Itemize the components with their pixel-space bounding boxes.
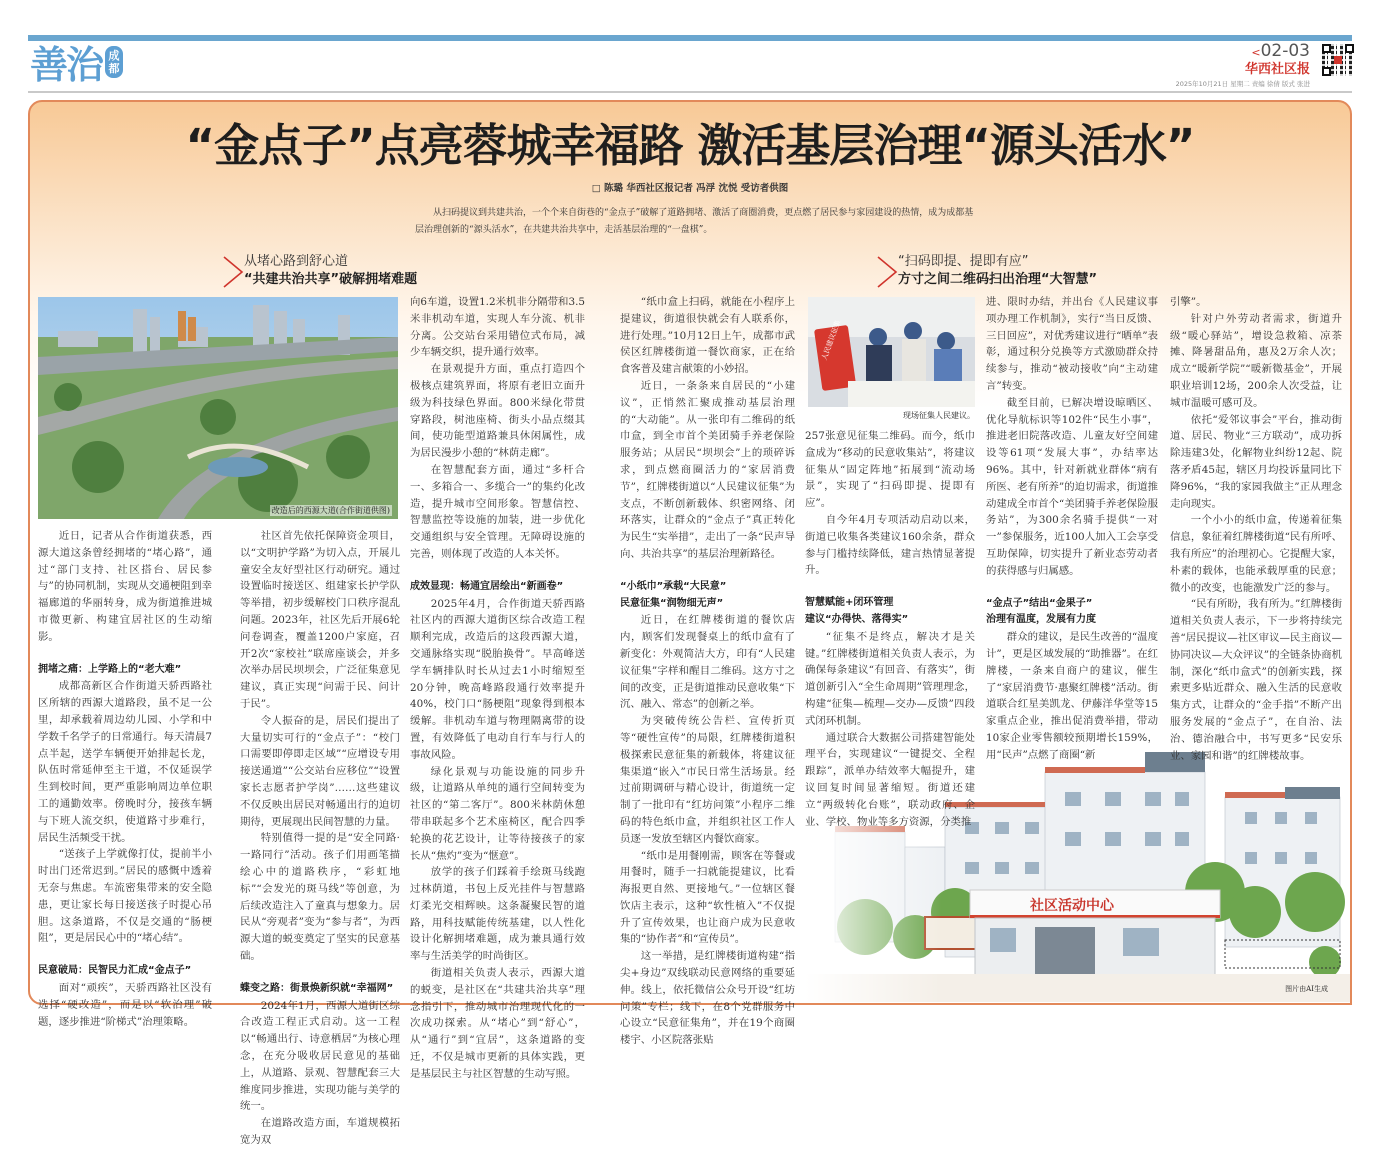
headline: “金点子”点亮蓉城幸福路 激活基层治理“源头活水” <box>185 119 1195 172</box>
subheading-line: 建议“办得快、落得实” <box>805 613 909 625</box>
subheading <box>805 595 975 629</box>
paragraph: 引擎”。 <box>1170 296 1207 308</box>
subheading <box>38 662 212 679</box>
subheading-line: “金点子”结出“金果子” <box>986 597 1093 609</box>
byline: □ 陈璐 华西社区报记者 冯浮 沈悦 受访者供图 <box>591 183 789 194</box>
paragraph: 群众的建议，是民生改善的“温度计”，更是区域发展的“助推器”。在红牌楼，一条来自商户的建议，催生了“家居消费节·惠聚红牌楼”活动。街道联合红星美凯龙、伊藤洋华堂等15家重点企业，推出促消费举措，带动10家企业零售额较预期增长159%，用“民声”点燃了商圈“新 <box>986 631 1158 761</box>
article-column-6 <box>986 294 1158 764</box>
subheading-line: 蝶变之路：街景焕新织就“幸福网” <box>240 982 394 994</box>
subheading-line: 民意征集“润物细无声” <box>620 597 724 609</box>
section-kicker: 从堵心路到舒心道 <box>244 254 349 269</box>
subheading-line: 成效显现：畅通宜居绘出“新画卷” <box>410 580 564 592</box>
paragraph: “征集不是终点，解决才是关键。”红牌楼街道相关负责人表示，为确保每条建议“有回音、有落实”，街道创新引入“全生命周期”管理理念，构建“征集—梳理—交办—反馈”四段式闭环机制。 <box>805 630 975 727</box>
section-title: “共建共治共享”破解拥堵难题 <box>244 272 418 287</box>
paragraph: 在智慧配套方面，通过“多杆合一、多箱合一、多缆合一”的集约化改造，提升城市空间形象。智慧信控、智慧监控等设施的加装，进一步优化交通组织与安全管理。无障碍设施的完善，则体现了改造的人本关怀。 <box>410 463 585 560</box>
paragraph: 这一举措，是红牌楼街道构建“指尖+身边”双线联动民意网络的重要延伸。线上，依托微信公众号开设“红坊问策”专栏；线下，在8个党群服务中心设立“民意征集角”，并在19个商圈楼宇、小区院落张贴 <box>620 950 795 1047</box>
paragraph: 近日，一条条来自居民的“小建议”，正悄然汇聚成推动基层治理的“大动能”。从一张印有二维码的纸巾盒，到全市首个美团骑手养老保险服务站；从居民“坝坝会”上的琐碎诉求，到点燃商圈活力的“家居消费节”，红牌楼街道以“人民建议征集”为支点，不断创新载体、织密网络、闭环落实，让群众的“金点子”真正转化为民生“实举措”，走出了一条“民声导向、共治共享”的基层治理新路径。 <box>620 379 795 560</box>
paragraph: 面对“顽疾”，天骄西路社区没有选择“硬改造”，而是以“软治理”破题，逐步推进“阶梯式”治理策略。 <box>38 981 212 1028</box>
chevron-right-icon <box>222 255 246 289</box>
road-aerial-photo <box>38 297 398 519</box>
paragraph: 近日，在红牌楼街道的餐饮店内，顾客们发现餐桌上的纸巾盒有了新变化：外观简洁大方，印有“人民建议征集”字样和醒目二维码。这方寸之间的改变，正是街道推动民意收集“下沉、融入、常态”的创新之举。 <box>620 614 795 711</box>
subheading-line: 治理有温度，发展有力度 <box>986 614 1096 626</box>
section-header-left <box>244 253 417 289</box>
paragraph: “纸巾是用餐刚需，顾客在等餐或用餐时，随手一扫就能提建议，比看海报更自然、更接地气。”一位辖区餐饮店主表示，这种“软性植入”不仅提升了宣传效果，也让商户成为民意收集的“协作者”和“宣传员”。 <box>620 849 795 946</box>
lead-paragraph: 从扫码提议到共建共治，一个个来自街巷的“金点子”破解了道路拥堵、激活了商圈消费，更点燃了居民参与家园建设的热情，成为成都基层治理创新的“源头活水”，在共建共治共享中，走活基层治理的“一盘棋”。 <box>415 208 974 235</box>
paragraph: 特别值得一提的是“安全同路·一路同行”活动。孩子们用画笔描绘心中的道路秩序，“彩虹地标”“会发光的斑马线”等创意，为后续改造注入了童真与想象力。居民从“旁观者”变为“参与者”，为西源大道的蜕变奠定了坚实的民意基础。 <box>240 832 400 962</box>
paragraph: “送孩子上学就像打仗，提前半小时出门还常迟到。”居民的感慨中透着无奈与焦虑。车流密集带来的安全隐患，更让家长每日接送孩子时提心吊胆。这条道路，不仅是交通的“肠梗阻”，更是居民心中的“堵心结”。 <box>38 848 212 945</box>
paragraph: “纸巾盒上扫码，就能在小程序上提建议，街道很快就会有人联系你，进行处理。”10月12日上午，成都市武侯区红牌楼街道一餐饮商家，正在给食客普及建言献策的小妙招。 <box>620 296 795 376</box>
paragraph: 令人振奋的是，居民们提出了大量切实可行的“金点子”：“校门口需要即停即走区域”“应增设专用接送通道”“公交站台应移位”“设置家长志愿者护学岗”……这些建议不仅反映出居民对畅通出行的迫切期待，更展现出民间智慧的力量。 <box>240 714 400 828</box>
page-number-text: 02-03 <box>1260 41 1310 61</box>
community-center-sign: 社区活动中心 <box>1030 898 1114 914</box>
qr-code-icon <box>1322 44 1354 76</box>
section-header-right <box>898 253 1097 289</box>
collect-sign-text: 人民建议征集 <box>820 319 843 362</box>
article-column-2 <box>240 528 400 1149</box>
masthead-divider <box>28 91 1352 93</box>
dateline: 2025年10月21日 星期二 责编 徐倩 版式 张进 <box>1175 80 1310 88</box>
paragraph: 街道相关负责人表示，西源大道的蜕变，是社区在“共建共治共享”理念指引下，推动城市治理现代化的一次成功探索。从“堵心”到“舒心”，从“通行”到“宜居”，这条道路的变迁，不仅是城市更新的具体实践，更是基层民主与社区智慧的生动写照。 <box>410 967 585 1080</box>
section-kicker: “扫码即提、提即有应” <box>898 254 1029 269</box>
subheading-line: 民意破局：民智民力汇成“金点子” <box>38 965 192 977</box>
paragraph: 放学的孩子们踩着手绘斑马线跑过林荫道，书包上反光挂件与智慧路灯柔光交相辉映。这条凝聚民智的道路，用科技赋能传统基建，以人性化设计化解拥堵难题，成为兼具通行效率与生活美学的时尚街区。 <box>410 866 585 963</box>
article-column-7 <box>1170 294 1342 764</box>
paragraph: 向6车道，设置1.2米机非分隔带和3.5米非机动车道，实现人车分流、机非分离。公交站台采用错位式布局，减少车辆交织，提升通行效率。 <box>410 296 585 359</box>
paragraph: 成都高新区合作街道天骄西路社区所辖的西源大道路段，虽不足一公里，却承载着周边幼儿园、小学和中学数千名学子的日常通行。每天清晨7点半起，送学车辆便开始排起长龙，队伍时常延伸至主干道，不仅延误学生到校时间，更严重影响周边单位职工的通勤效率。傍晚时分，接孩车辆与下班人流交织，使道路寸步难行，居民生活频受干扰。 <box>38 680 212 844</box>
paragraph: 一个小小的纸巾盒，传递着征集信息，象征着红牌楼街道“民有所呼、我有所应”的治理初心。它提醒大家，朴素的载体，也能承载厚重的民意；微小的改变，也能激发广泛的参与。 <box>1170 514 1342 594</box>
brand-title: 善治 <box>30 43 103 87</box>
subheading-line: 智慧赋能+闭环管理 <box>805 597 894 609</box>
article-column-3 <box>410 294 585 1083</box>
paragraph: 近日，记者从合作街道获悉，西源大道这条曾经拥堵的“堵心路”，通过“部门支持、社区搭台、居民参与”的协同机制，实现从交通梗阻到幸福廊道的华丽转身，成为街道推进城市微更新、构建宜居社区的生动缩影。 <box>38 530 212 643</box>
paragraph: 依托“爱邻议事会”平台，推动街道、居民、物业“三方联动”，成功拆除违建3处，化解物业纠纷12起、院落矛盾45起，辖区月均投诉量同比下降96%，“我的家园我做主”正从理念走向现实。 <box>1170 413 1342 510</box>
chevron-right-icon <box>876 255 900 289</box>
subheading-line: 拥堵之痛：上学路上的“老大难” <box>38 663 182 675</box>
subheading-line: “小纸巾”承载“大民意” <box>620 580 727 592</box>
paragraph: 针对户外劳动者需求，街道升级“暖心驿站”，增设急救箱、凉茶摊、降暑甜品角，惠及2万余人次；成立“暖新学院”“暖新微基金”，开展职业培训12场，200余人次受益，让城市温暖可感可及。 <box>1170 312 1342 409</box>
article-column-5 <box>805 428 975 830</box>
illustration-caption: 图片由AI生成 <box>1285 985 1328 993</box>
paragraph: 257张意见征集二维码。而今，纸巾盒成为“移动的民意收集站”，将建议征集从“固定阵地”拓展到“流动场景”，实现了“扫码即提、提即有应”。 <box>805 430 975 510</box>
brand-city-badge: 成都 <box>105 46 123 78</box>
article-column-4 <box>620 294 795 1049</box>
paragraph: 通过联合大数据公司搭建智能处理平台，实现建议“一键提交、全程跟踪”，派单办结效率大幅提升，建议回复时间显著缩短。街道还建立“两级转化台账”，联动政府、企业、学校、物业等多方资源，分类推 <box>805 731 975 828</box>
page-arrow-icon: < <box>1251 46 1261 59</box>
paragraph: 在道路改造方面，车道规模拓宽为双 <box>240 1117 400 1146</box>
paragraph: 截至目前，已解决增设晾晒区、优化导航标识等102件“民生小事”，推进老旧院落改造、儿童友好空间建设等61项“发展大事”，办结率达96%。其中，针对新就业群体“病有所医、老有所养”的迫切需求，街道推动建成全市首个“美团骑手养老保险服务站”，为300余名骑手提供“一对一”参保服务，近100人加入工会享受互助保障，切实提升了新业态劳动者的获得感与归属感。 <box>986 396 1158 577</box>
section-title: 方寸之间二维码扫出治理“大智慧” <box>898 272 1098 287</box>
top-rule <box>28 35 1352 41</box>
page-number <box>1176 42 1310 62</box>
paragraph: 2025年4月，合作街道天骄西路社区内的西源大道街区综合改造工程顺利完成，改造后的这段西源大道，交通脉络实现“脱胎换骨”。早高峰送学车辆排队时长从过去1小时缩短至20分钟，晚高峰路段通行效率提升40%，校门口“肠梗阻”现象得到根本缓解。非机动车道与物理隔离带的设置，有效降低了电动自行车与行人的事故风险。 <box>410 597 585 761</box>
subheading <box>620 579 795 613</box>
paragraph: 在景观提升方面，重点打造四个极核点建筑界面，将原有老旧立面升级为科技绿色界面。800米绿化带贯穿路段，树池座椅、街头小品点缀其间，使功能型道路兼具休闲属性，成为居民漫步小憩的“林荫走廊”。 <box>410 363 585 460</box>
photo-caption: 改造后的西源大道(合作街道供图) <box>271 506 390 515</box>
article-column-1 <box>38 528 212 1030</box>
subheading <box>240 981 400 998</box>
collect-suggestions-photo <box>808 297 975 407</box>
subheading <box>986 596 1158 630</box>
section-brand <box>30 42 123 90</box>
paragraph: “民有所盼，我有所为。”红牌楼街道相关负责人表示，下一步将持续完善“居民提议—社区审议—民主商议—协同决议—大众评议”的全链条协商机制，深化“纸巾盒式”的创新实践，探索更多贴近群众、融入生活的民意收集方式，让群众的“金手指”不断产出服务发展的“金点子”，在自治、法治、德治融合中，书写更多“民安乐业、家园和谐”的红牌楼故事。 <box>1170 598 1342 762</box>
paragraph: 2024年1月，西源大道街区综合改造工程正式启动。这一工程以“畅通出行、诗意栖居”为核心理念，在充分吸收居民意见的基础上，从道路、景观、智慧配套三大维度同步推进，实现功能与美学的统一。 <box>240 999 400 1113</box>
page-info <box>1176 42 1310 89</box>
paragraph: 绿化景观与功能设施的同步升级，让道路从单纯的通行空间转变为社区的“第二客厅”。800米林荫休憩带串联起多个艺术座椅区，配合四季轮换的花艺设计，让等待接孩子的家长从“焦灼”变为“惬意”。 <box>410 765 585 862</box>
paragraph: 自今年4月专项活动启动以来，街道已收集各类建议160余条，群众参与门槛持续降低，建言热情显著提升。 <box>805 513 975 577</box>
photo-caption: 现场征集人民建议。 <box>903 411 975 420</box>
paragraph: 进、限时办结，并出台《人民建议事项办理工作机制》，实行“当日反馈、三日回应”，对优秀建议进行“晒单”表彰，通过积分兑换等方式激励群众持续参与，推动“被动接收”向“主动建言”转变。 <box>986 296 1158 392</box>
paper-name: 华西社区报 <box>1244 62 1310 77</box>
subheading <box>38 963 212 980</box>
subheading <box>410 579 585 596</box>
paragraph: 社区首先依托保障资金项目，以“文明护学路”为切入点，开展儿童安全友好型社区行动研究。通过设置临时接送区、组建家长护学队等举措，初步缓解校门口秩序混乱问题。2023年，社区先后开展6轮问卷调查，覆盖1200户家庭，召开2次“家校社”联席座谈会，并多次举办居民坝坝会，广泛征集意见建议，真正实现“问需于民、问计于民”。 <box>240 530 400 710</box>
paragraph: 为突破传统公告栏、宣传折页等“硬性宣传”的局限，红牌楼街道积极探索民意征集的新载体，将建议征集渠道“嵌入”市民日常生活场景。经过前期调研与精心设计，街道统一定制了一批印有“红坊问策”小程序二维码的特色纸巾盒，并组织社区工作人员逐一发放至辖区内餐饮商家。 <box>620 715 795 845</box>
